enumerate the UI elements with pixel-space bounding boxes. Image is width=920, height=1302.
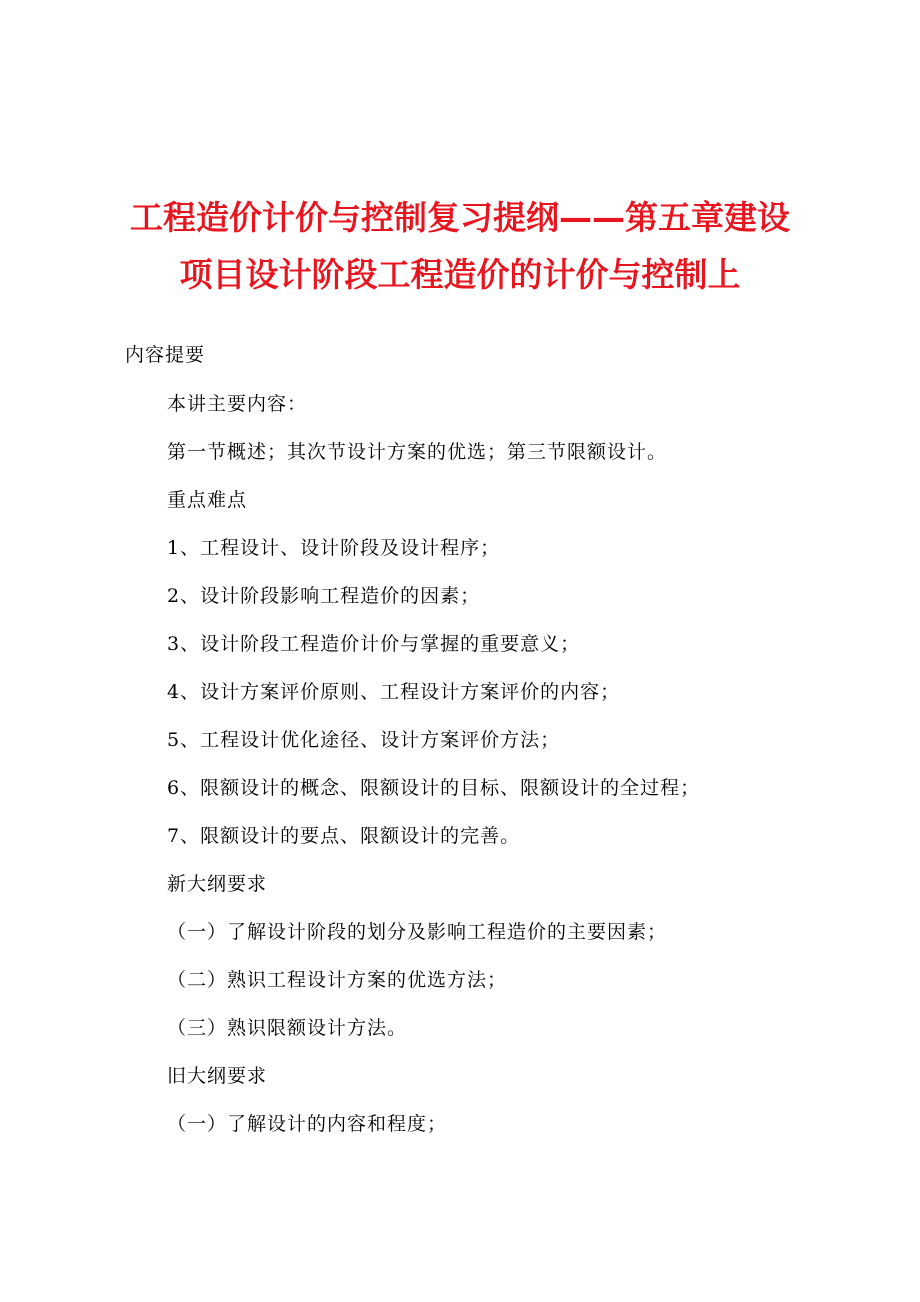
new-outline-label: 新大纲要求 <box>167 873 268 895</box>
key-points-label: 重点难点 <box>167 489 248 511</box>
old-outline-item: （一）了解设计的内容和程度； <box>167 1113 448 1135</box>
key-point-item: 3、设计阶段工程造价计价与掌握的重要意义； <box>167 633 581 655</box>
sections-summary: 第一节概述；其次节设计方案的优选；第三节限额设计。 <box>167 441 668 463</box>
document-title-line-1: 工程造价计价与控制复习提纲——第五章建设 <box>130 198 790 237</box>
key-point-item: 4、设计方案评价原则、工程设计方案评价的内容； <box>167 681 621 703</box>
key-point-item: 2、设计阶段影响工程造价的因素； <box>167 585 481 607</box>
new-outline-item: （一）了解设计阶段的划分及影响工程造价的主要因素； <box>167 921 668 943</box>
document-title-line-2: 项目设计阶段工程造价的计价与控制上 <box>179 255 741 294</box>
intro-label: 本讲主要内容： <box>167 393 308 415</box>
content-heading: 内容提要 <box>125 344 206 366</box>
key-point-item: 6、限额设计的概念、限额设计的目标、限额设计的全过程； <box>167 777 701 799</box>
old-outline-label: 旧大纲要求 <box>167 1065 268 1087</box>
new-outline-item: （三）熟识限额设计方法。 <box>167 1017 408 1039</box>
key-point-item: 7、限额设计的要点、限额设计的完善。 <box>167 825 521 847</box>
key-point-item: 5、工程设计优化途径、设计方案评价方法； <box>167 729 561 751</box>
new-outline-item: （二）熟识工程设计方案的优选方法； <box>167 969 508 991</box>
key-point-item: 1、工程设计、设计阶段及设计程序； <box>167 537 501 559</box>
